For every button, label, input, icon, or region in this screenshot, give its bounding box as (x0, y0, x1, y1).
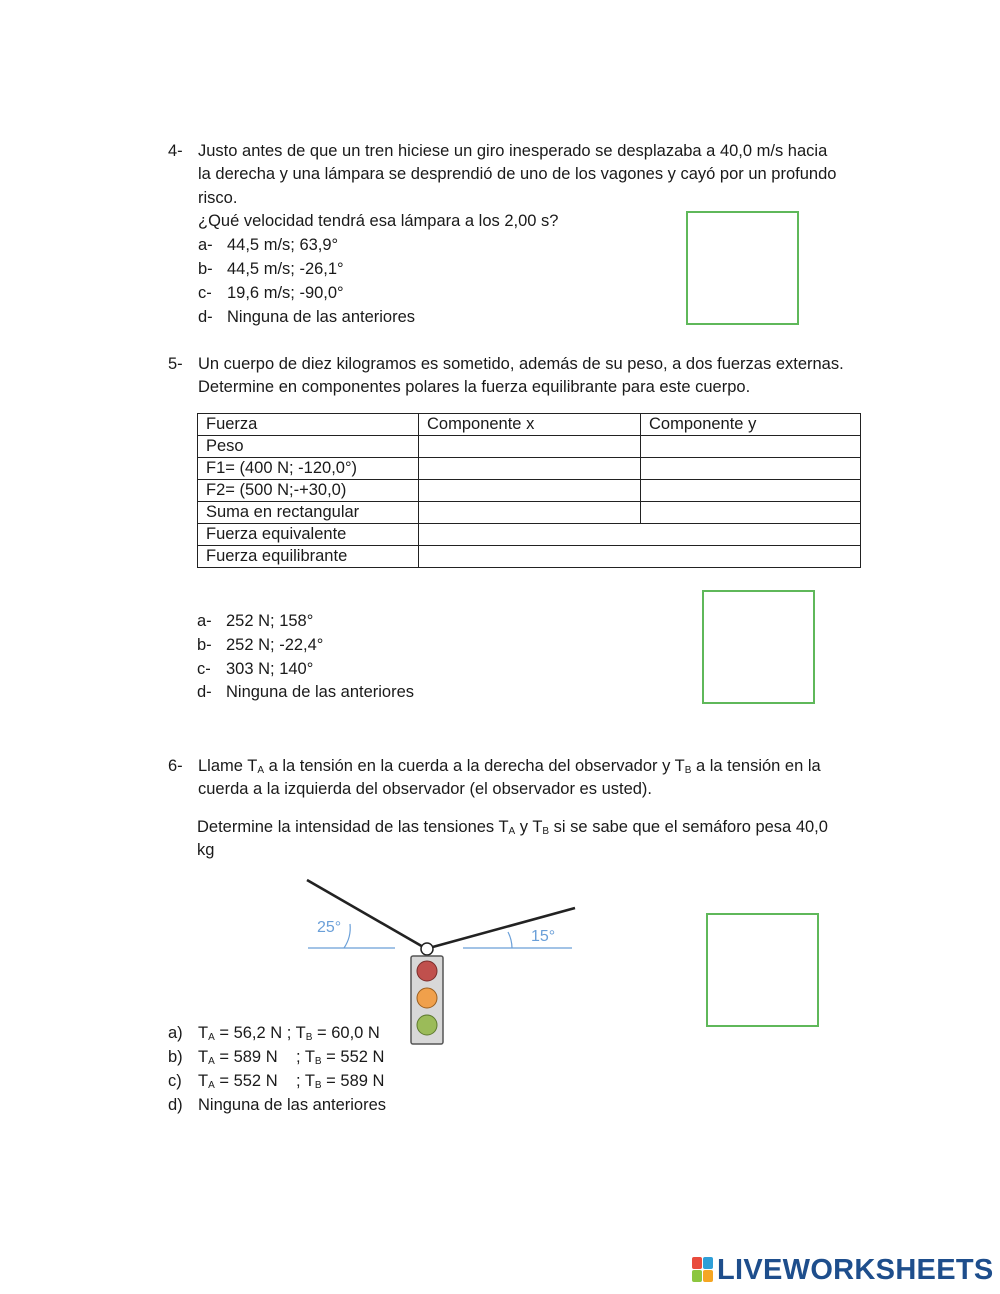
q5-option-letter: c- (197, 660, 211, 678)
left-cable (307, 880, 425, 948)
q4-option-text: Ninguna de las anteriores (227, 308, 416, 326)
q6-option-text: Ninguna de las anteriores (198, 1096, 387, 1114)
table-cell-y[interactable] (641, 436, 861, 458)
q6-text-part: Determine la intensidad de las tensiones T (197, 818, 509, 836)
table-cell-x[interactable] (419, 458, 641, 480)
q6-answer-box[interactable] (706, 913, 819, 1027)
table-cell-merged[interactable] (419, 546, 861, 568)
q6-text-part: a la tensión en la (691, 757, 821, 775)
q4-text-line: Justo antes de que un tren hiciese un giro inesperado se desplazaba a 40,0 m/s hacia (198, 142, 828, 160)
q5-option-text: 303 N; 140° (226, 660, 314, 678)
q6-text-line (197, 816, 828, 843)
table-row-label: F2= (500 N;-+30,0) (198, 480, 419, 502)
q5-option-text: Ninguna de las anteriores (226, 683, 415, 701)
angle-left-label: 25° (317, 919, 342, 936)
q4-option-letter: a- (198, 236, 213, 254)
table-row-label: F1= (400 N; -120,0°) (198, 458, 419, 480)
tb-value: = 552 N (326, 1048, 385, 1066)
q5-option-text: 252 N; 158° (226, 612, 314, 630)
q5-option-letter: b- (197, 636, 212, 654)
q5-text-line: Determine en componentes polares la fuerza equilibrante para este cuerpo. (198, 378, 751, 396)
table-row-label: Fuerza equilibrante (198, 546, 419, 568)
table-row-label: Suma en rectangular (198, 502, 419, 524)
hanger-ring (421, 943, 433, 955)
subscript-b: B (684, 765, 692, 776)
q4-option-letter: d- (198, 308, 213, 326)
table-row-label: Peso (198, 436, 419, 458)
table-row-label: Fuerza equivalente (198, 524, 419, 546)
q6-option-text: $T_A = 589$ N ; $T_B = 552$ N (198, 1048, 385, 1067)
subscript-b: B (305, 1032, 313, 1043)
subscript-b: B (542, 826, 550, 837)
table-header-cell: Componente x (419, 414, 641, 436)
subscript-a: A (508, 826, 516, 837)
forces-table (197, 413, 861, 568)
subscript-a: A (208, 1032, 215, 1043)
q4-option-text: 44,5 m/s; 63,9° (227, 236, 339, 254)
q5-text-line: Un cuerpo de diez kilogramos es sometido, además de su peso, a dos fuerzas externas. (198, 355, 844, 373)
q6-text-line: kg (197, 841, 215, 859)
right-angle-arc (508, 932, 512, 948)
ta-value: = 552 N ; (219, 1072, 301, 1090)
angle-right-label: 15° (531, 928, 556, 945)
q6-option-letter: b) (168, 1048, 183, 1066)
q4-text-line: risco. (198, 189, 238, 207)
table-row (198, 524, 861, 546)
table-cell-y[interactable] (641, 502, 861, 524)
q5-answer-box[interactable] (702, 590, 815, 704)
q4-option-text: 44,5 m/s; -26,1° (227, 260, 344, 278)
q5-option-text: 252 N; -22,4° (226, 636, 324, 654)
q6-option-text: $T_A = 552$ N ; $T_B = 589$ N (198, 1072, 385, 1091)
q6-text-part: a la tensión en la cuerda a la derecha del observador y T (263, 757, 685, 775)
q6-text-line: cuerda a la izquierda del observador (el observador es usted). (198, 780, 653, 798)
q4-question: ¿Qué velocidad tendrá esa lámpara a los 2,00 s? (198, 212, 559, 230)
ta-value: = 56,2 N ; (219, 1024, 292, 1042)
subscript-a: A (208, 1080, 215, 1091)
table-row (198, 502, 861, 524)
table-cell-x[interactable] (419, 436, 641, 458)
subscript-a: A (208, 1056, 215, 1067)
q4-number: 4- (168, 142, 183, 160)
logo-mark-icon (692, 1257, 714, 1283)
logo-text: LIVEWORKSHEETS (717, 1254, 994, 1286)
q6-option-letter: a) (168, 1024, 183, 1042)
left-angle-arc (344, 924, 350, 948)
q6-text-part: y T (515, 818, 543, 836)
table-cell-y[interactable] (641, 480, 861, 502)
q6-option-letter: c) (168, 1072, 182, 1090)
table-row (198, 546, 861, 568)
table-cell-x[interactable] (419, 502, 641, 524)
q6-number: 6- (168, 757, 183, 775)
subscript-b: B (314, 1056, 322, 1067)
table-cell-merged[interactable] (419, 524, 861, 546)
q4-option-letter: c- (198, 284, 212, 302)
table-row (198, 458, 861, 480)
q4-text-line: la derecha y una lámpara se desprendió de uno de los vagones y cayó por un profundo (198, 165, 837, 183)
q6-text-part: Llame T (198, 757, 258, 775)
tb-value: = 60,0 N (317, 1024, 380, 1042)
tb-value: = 589 N (326, 1072, 385, 1090)
subscript-b: B (314, 1080, 322, 1091)
table-header-row (198, 414, 861, 436)
orange-light-icon (417, 988, 437, 1008)
q4-answer-box[interactable] (686, 211, 799, 325)
q6-option-letter: d) (168, 1096, 183, 1114)
q5-option-letter: a- (197, 612, 212, 630)
table-row (198, 436, 861, 458)
table-row (198, 480, 861, 502)
q4-option-text: 19,6 m/s; -90,0° (227, 284, 344, 302)
q5-number: 5- (168, 355, 183, 373)
table-header-cell: Componente y (641, 414, 861, 436)
q6-option-text: $T_A = 56,2$ N ; $T_B = 60,0$ N (198, 1024, 380, 1043)
red-light-icon (417, 961, 437, 981)
green-light-icon (417, 1015, 437, 1035)
table-header-cell: Fuerza (198, 414, 419, 436)
ta-value: = 589 N ; (219, 1048, 301, 1066)
q5-option-letter: d- (197, 683, 212, 701)
q6-text-part: si se sabe que el semáforo pesa 40,0 (549, 818, 828, 836)
table-cell-x[interactable] (419, 480, 641, 502)
subscript-a: A (257, 765, 264, 776)
q4-option-letter: b- (198, 260, 213, 278)
table-cell-y[interactable] (641, 458, 861, 480)
liveworksheets-logo (692, 1254, 994, 1286)
